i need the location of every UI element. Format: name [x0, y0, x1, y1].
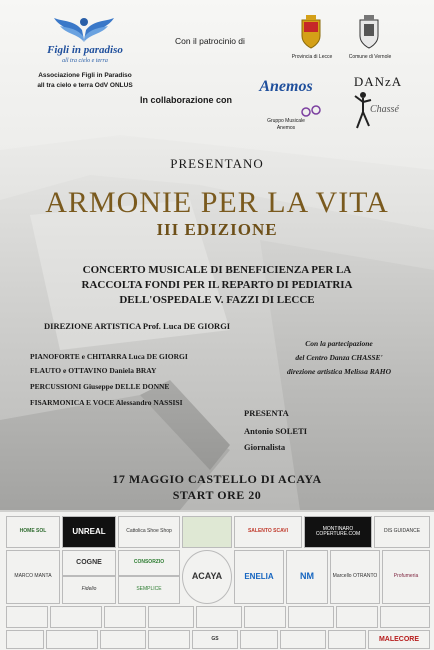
music-note-icon	[300, 100, 322, 118]
sponsor-logo	[328, 630, 366, 649]
sponsor-logo: GS	[192, 630, 238, 649]
sponsor-logo	[6, 606, 48, 628]
anemos-logo: Anemos	[259, 78, 313, 95]
musician-line: FLAUTO e OTTAVINO Daniela BRAY	[30, 366, 157, 375]
participation-line-2: del Centro Danza CHASSE'	[295, 353, 383, 362]
angel-wings-icon	[52, 12, 116, 46]
comune-crest-icon	[356, 14, 382, 50]
sponsor-logo	[182, 516, 232, 548]
presenter-role: Giornalista	[244, 442, 286, 452]
sponsor-logo: UNREAL	[62, 516, 116, 548]
musician-line: PIANOFORTE e CHITARRA Luca DE GIORGI	[30, 352, 188, 361]
sponsor-logo: Fidelio	[62, 576, 116, 604]
musician-line: FISARMONICA E VOCE Alessandro NASSISI	[30, 398, 183, 407]
assoc-line-1: Associazione Figli in Paradiso	[38, 72, 132, 79]
sponsor-logo: CONSORZIO	[118, 550, 180, 576]
sponsor-logo: SEMPLICE	[118, 576, 180, 604]
provincia-label: Provincia di Lecce	[291, 54, 333, 60]
anemos-caption-2: Anemos	[276, 125, 296, 131]
event-desc-1: CONCERTO MUSICALE DI BENEFICIENZA PER LA	[82, 264, 352, 276]
sponsor-logo	[46, 630, 98, 649]
sponsor-logo	[104, 606, 146, 628]
sponsor-logo	[336, 606, 378, 628]
presentano-heading: PRESENTANO	[170, 156, 264, 171]
patronage-label: Con il patrocinio di	[175, 36, 245, 46]
participation-line-1: Con la partecipazione	[305, 339, 373, 348]
sponsor-logo	[240, 630, 278, 649]
sponsor-logo: ACAYA	[182, 550, 232, 604]
sponsor-logo	[288, 606, 334, 628]
event-date-place: 17 MAGGIO CASTELLO DI ACAYA	[112, 472, 322, 486]
provincia-crest-icon	[298, 14, 324, 50]
event-desc-2: RACCOLTA FONDI PER IL REPARTO DI PEDIATRIA	[81, 279, 353, 291]
sponsor-logo	[380, 606, 430, 628]
assoc-line-2: all tra cielo e terra OdV ONLUS	[37, 82, 133, 89]
logo-tagline: all tra cielo e terra	[62, 58, 108, 64]
sponsor-logo	[148, 630, 190, 649]
anemos-caption-1: Gruppo Musicale	[267, 118, 305, 124]
sponsor-logo: ENELIA	[234, 550, 284, 604]
presenter-name: Antonio SOLETI	[244, 426, 308, 436]
sponsor-logo: SALENTO SCAVI	[234, 516, 302, 548]
artistic-direction: DIREZIONE ARTISTICA Prof. Luca DE GIORGI	[44, 321, 231, 331]
comune-label: Comune di Vernole	[348, 54, 392, 60]
event-edition: III EDIZIONE	[156, 220, 278, 239]
event-title: ARMONIE PER LA VITA	[45, 186, 389, 219]
collab-label: In collaborazione con	[140, 95, 233, 105]
sponsor-logo: Cattolica Shoe Shop	[118, 516, 180, 548]
sponsor-logo: NM	[286, 550, 328, 604]
sponsor-logo: DIS GUIDANCE	[374, 516, 430, 548]
event-desc-3: DELL'OSPEDALE V. FAZZI DI LECCE	[119, 294, 315, 306]
musician-line: PERCUSSIONI Giuseppe DELLE DONNE	[30, 382, 170, 391]
sponsor-logo: Profumeria	[382, 550, 430, 604]
logo-name: Figli in paradiso	[47, 44, 123, 56]
sponsor-logo: Marcello OTRANTO	[330, 550, 380, 604]
sponsor-logo: MARCO MANTA	[6, 550, 60, 604]
event-start-time: START ORE 20	[172, 488, 262, 502]
sponsor-logo	[148, 606, 194, 628]
sponsor-logo	[244, 606, 286, 628]
sponsor-logo	[100, 630, 146, 649]
danza-logo: DANzA	[353, 74, 403, 89]
sponsor-logo: MALECORE	[368, 630, 430, 649]
sponsor-logo: HOME SOL	[6, 516, 60, 548]
sponsor-logo	[280, 630, 326, 649]
sponsor-logo	[196, 606, 242, 628]
sponsor-logo: MONTINARO COPERTURE.COM	[304, 516, 372, 548]
sponsor-logo	[6, 630, 44, 649]
sponsor-logo: COGNE	[62, 550, 116, 576]
sponsor-strip	[0, 512, 434, 650]
participation-line-3: direzione artistica Melissa RAHO	[287, 367, 391, 376]
danza-script: Chassé	[370, 104, 399, 115]
presenta-heading: PRESENTA	[244, 408, 289, 418]
sponsor-logo	[50, 606, 102, 628]
